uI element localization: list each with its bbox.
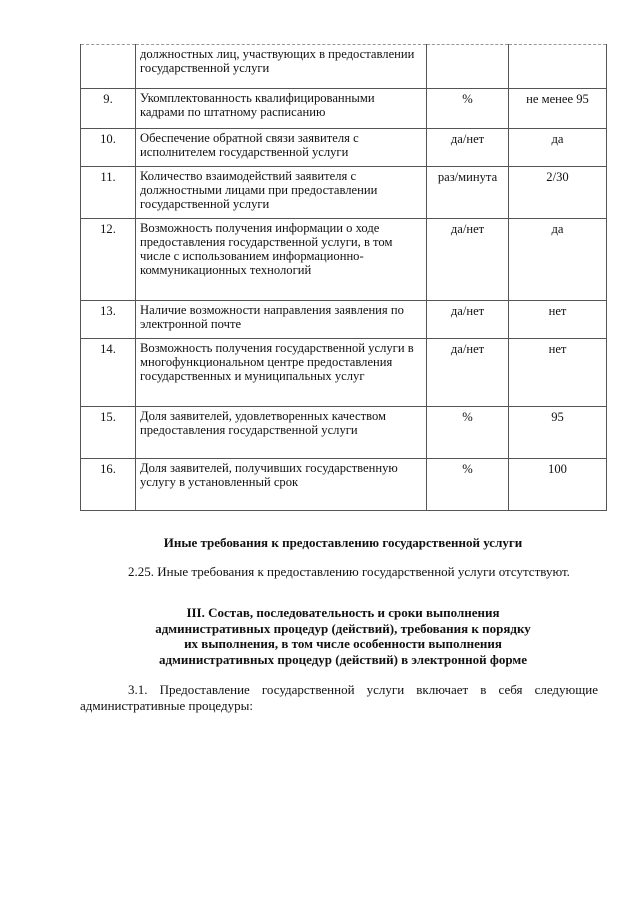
paragraph-3-1: 3.1. Предоставление государственной услуги включает в себя следующие административные процедуры: — [80, 682, 598, 713]
row-number: 12. — [81, 219, 136, 301]
unit-of-measure — [427, 45, 509, 89]
indicator-value: да — [509, 129, 607, 167]
row-number: 9. — [81, 89, 136, 129]
indicator-name: Наличие возможности направления заявления по электронной почте — [136, 301, 427, 339]
chapter-heading-line: административных процедур (действий) в электронной форме — [158, 651, 528, 667]
row-number: 11. — [81, 167, 136, 219]
chapter-heading-line: их выполнения, в том числе особенности выполнения — [184, 636, 502, 651]
indicators-table — [80, 44, 607, 511]
indicator-value: да — [509, 219, 607, 301]
unit-of-measure: % — [427, 89, 509, 129]
unit-of-measure: % — [427, 407, 509, 459]
row-number: 13. — [81, 301, 136, 339]
indicator-name: Обеспечение обратной связи заявителя с исполнителем государственной услуги — [136, 129, 427, 167]
indicator-value: 2/30 — [509, 167, 607, 219]
indicator-name: Возможность получения информации о ходе предоставления государственной услуги, в том числе с использованием информационно-коммуникационных технологий — [136, 219, 427, 301]
unit-of-measure: да/нет — [427, 129, 509, 167]
section-heading: Иные требования к предоставлению государственной услуги — [163, 535, 523, 550]
chapter-heading-line: административных процедур (действий), требования к порядку — [155, 620, 531, 636]
row-number: 14. — [81, 339, 136, 407]
indicator-name: Количество взаимодействий заявителя с должностными лицами при предоставлении государственной услуги — [136, 167, 427, 219]
table-row — [81, 301, 607, 339]
table-row — [81, 339, 607, 407]
unit-of-measure: да/нет — [427, 219, 509, 301]
unit-of-measure: да/нет — [427, 339, 509, 407]
unit-of-measure: раз/минута — [427, 167, 509, 219]
indicator-name: Доля заявителей, удовлетворенных качеством предоставления государственной услуги — [136, 407, 427, 459]
indicator-value: нет — [509, 339, 607, 407]
table-row — [81, 129, 607, 167]
table-row — [81, 459, 607, 511]
table-row — [81, 407, 607, 459]
indicator-name: должностных лиц, участвующих в предоставлении государственной услуги — [136, 45, 427, 89]
chapter-heading — [80, 605, 606, 667]
indicator-name: Укомплектованность квалифицированными кадрами по штатному расписанию — [136, 89, 427, 129]
indicator-value: не менее 95 — [509, 89, 607, 129]
row-number: 16. — [81, 459, 136, 511]
indicator-value: 100 — [509, 459, 607, 511]
indicator-name: Доля заявителей, получивших государственную услугу в установленный срок — [136, 459, 427, 511]
paragraph-2-25: 2.25. Иные требования к предоставлению государственной услуги отсутствуют. — [128, 564, 570, 579]
row-number: 10. — [81, 129, 136, 167]
chapter-heading-line: III. Состав, последовательность и сроки выполнения — [186, 605, 500, 620]
unit-of-measure: да/нет — [427, 301, 509, 339]
row-number — [81, 45, 136, 89]
table-row — [81, 45, 607, 89]
indicator-value: нет — [509, 301, 607, 339]
indicator-name: Возможность получения государственной услуги в многофункциональном центре предоставления государственных и муниципальных услуг — [136, 339, 427, 407]
indicator-value — [509, 45, 607, 89]
table-row — [81, 219, 607, 301]
table-row — [81, 89, 607, 129]
row-number: 15. — [81, 407, 136, 459]
table-row — [81, 167, 607, 219]
indicator-value: 95 — [509, 407, 607, 459]
unit-of-measure: % — [427, 459, 509, 511]
